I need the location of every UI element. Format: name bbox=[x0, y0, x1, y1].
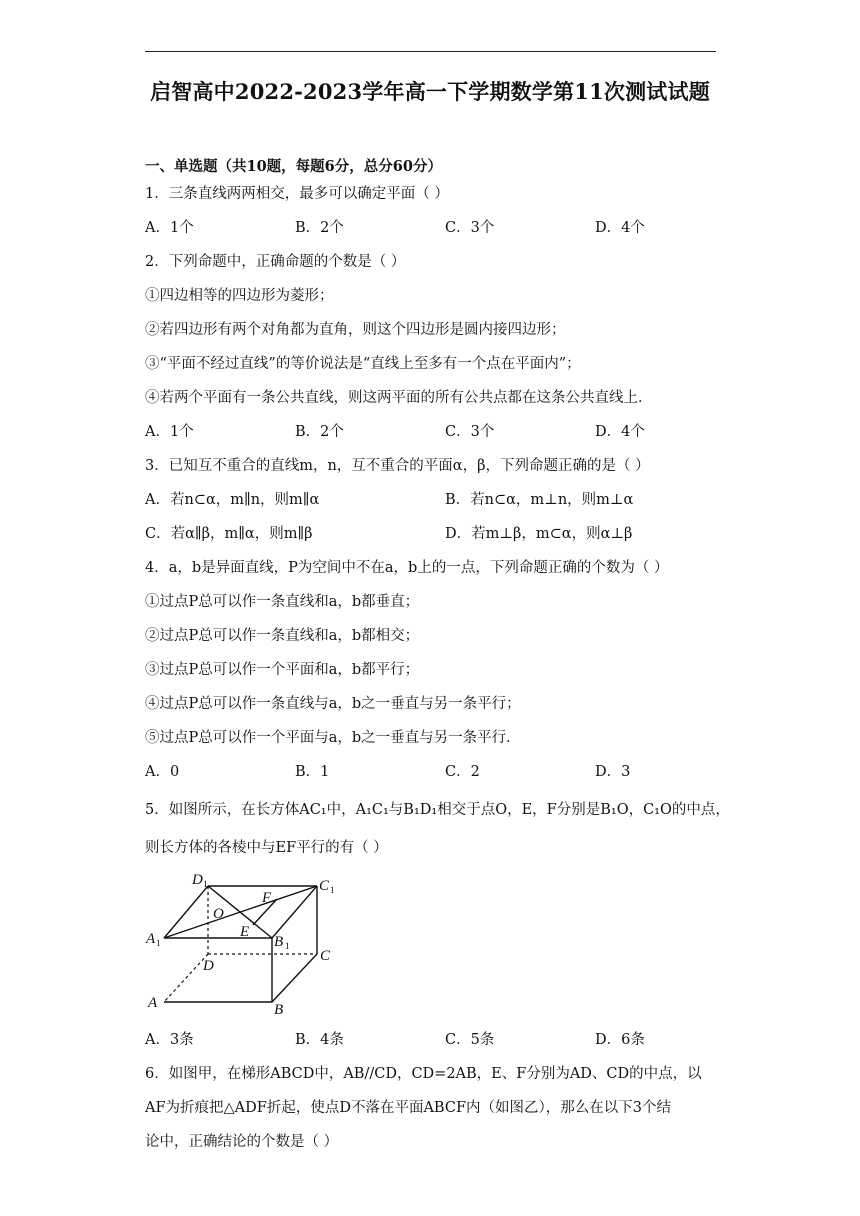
question-6-line2: AF为折痕把△ADF折起，使点D不落在平面ABCF内（如图乙），那么在以下3个结 bbox=[145, 1100, 671, 1116]
q2-option-a: A．1个 bbox=[145, 424, 194, 440]
q2-item-3: ③“平面不经过直线”的等价说法是“直线上至多有一个点在平面内”； bbox=[145, 356, 581, 372]
label-b1-sub: 1 bbox=[285, 941, 290, 951]
label-c1-sub: 1 bbox=[330, 885, 335, 895]
q4-item-1: ①过点P总可以作一条直线和a，b都垂直； bbox=[145, 594, 420, 610]
label-a: A bbox=[148, 995, 158, 1011]
q2-option-c: C．3个 bbox=[445, 424, 495, 440]
label-d: D bbox=[203, 958, 214, 974]
q4-option-d: D．3 bbox=[595, 764, 631, 780]
label-e: E bbox=[240, 924, 250, 940]
q4-item-4: ④过点P总可以作一条直线与a，b之一垂直与另一条平行； bbox=[145, 696, 521, 712]
q3-option-a: A．若n⊂α，m∥n，则m∥α bbox=[145, 492, 320, 508]
q4-option-b: B．1 bbox=[295, 764, 330, 780]
question-4-stem: 4．a，b是异面直线，P为空间中不在a，b上的一点，下列命题正确的个数为（ ） bbox=[145, 560, 669, 576]
q1-option-d: D．4个 bbox=[595, 220, 645, 236]
q4-option-c: C．2 bbox=[445, 764, 480, 780]
q2-item-1: ①四边相等的四边形为菱形； bbox=[145, 288, 334, 304]
q4-item-2: ②过点P总可以作一条直线和a，b都相交； bbox=[145, 628, 420, 644]
question-5-stem-line1: 5．如图所示，在长方体AC₁中，A₁C₁与B₁D₁相交于点O，E，F分别是B₁O，C₁O的中点， bbox=[145, 802, 730, 818]
label-f: F bbox=[262, 890, 272, 906]
q2-item-4: ④若两个平面有一条公共直线，则这两平面的所有公共点都在这条公共直线上． bbox=[145, 390, 653, 406]
q3-option-d: D．若m⊥β，m⊂α，则α⊥β bbox=[445, 526, 633, 542]
q3-option-c: C．若α∥β，m∥α，则m∥β bbox=[145, 526, 313, 542]
question-6-line1: 6．如图甲，在梯形ABCD中，AB//CD，CD=2AB，E、F分别为AD、CD的中点，以 bbox=[145, 1066, 702, 1082]
label-d1: D bbox=[192, 872, 203, 888]
label-a1-sub: 1 bbox=[156, 938, 161, 948]
q2-option-d: D．4个 bbox=[595, 424, 645, 440]
label-c: C bbox=[320, 948, 331, 964]
q2-item-2: ②若四边形有两个对角都为直角，则这个四边形是圆内接四边形； bbox=[145, 322, 566, 338]
q2-option-b: B．2个 bbox=[295, 424, 344, 440]
question-1-stem: 1．三条直线两两相交，最多可以确定平面（ ） bbox=[145, 186, 449, 202]
q4-item-5: ⑤过点P总可以作一个平面与a，b之一垂直与另一条平行． bbox=[145, 730, 521, 746]
label-d1-sub: 1 bbox=[203, 879, 208, 889]
q5-option-d: D．6条 bbox=[595, 1032, 645, 1048]
label-o: O bbox=[213, 906, 224, 922]
question-2-stem: 2．下列命题中，正确命题的个数是（ ） bbox=[145, 254, 406, 270]
label-a1: A bbox=[146, 931, 156, 947]
label-c1: C bbox=[319, 878, 330, 894]
question-3-stem: 3．已知互不重合的直线m，n，互不重合的平面α，β，下列命题正确的是（ ） bbox=[145, 458, 650, 474]
page-title: 启智高中2022-2023学年高一下学期数学第11次测试试题 bbox=[150, 79, 710, 104]
q5-option-c: C．5条 bbox=[445, 1032, 495, 1048]
header-rule bbox=[145, 51, 716, 52]
q4-item-3: ③过点P总可以作一个平面和a，b都平行； bbox=[145, 662, 420, 678]
q3-option-b: B．若n⊂α，m⊥n，则m⊥α bbox=[445, 492, 634, 508]
q5-option-a: A．3条 bbox=[145, 1032, 194, 1048]
q1-option-a: A．1个 bbox=[145, 220, 194, 236]
question-6-line3: 论中，正确结论的个数是（ ） bbox=[145, 1134, 339, 1150]
question-5-stem-line2: 则长方体的各棱中与EF平行的有（ ） bbox=[145, 840, 388, 856]
q4-option-a: A．0 bbox=[145, 764, 180, 780]
section-heading: 一、单选题（共10题，每题6分，总分60分） bbox=[145, 158, 442, 175]
label-b: B bbox=[274, 1002, 284, 1018]
label-b1: B bbox=[274, 934, 284, 950]
q5-option-b: B．4条 bbox=[295, 1032, 344, 1048]
q1-option-b: B．2个 bbox=[295, 220, 344, 236]
q1-option-c: C．3个 bbox=[445, 220, 495, 236]
cuboid-figure bbox=[142, 866, 342, 1024]
